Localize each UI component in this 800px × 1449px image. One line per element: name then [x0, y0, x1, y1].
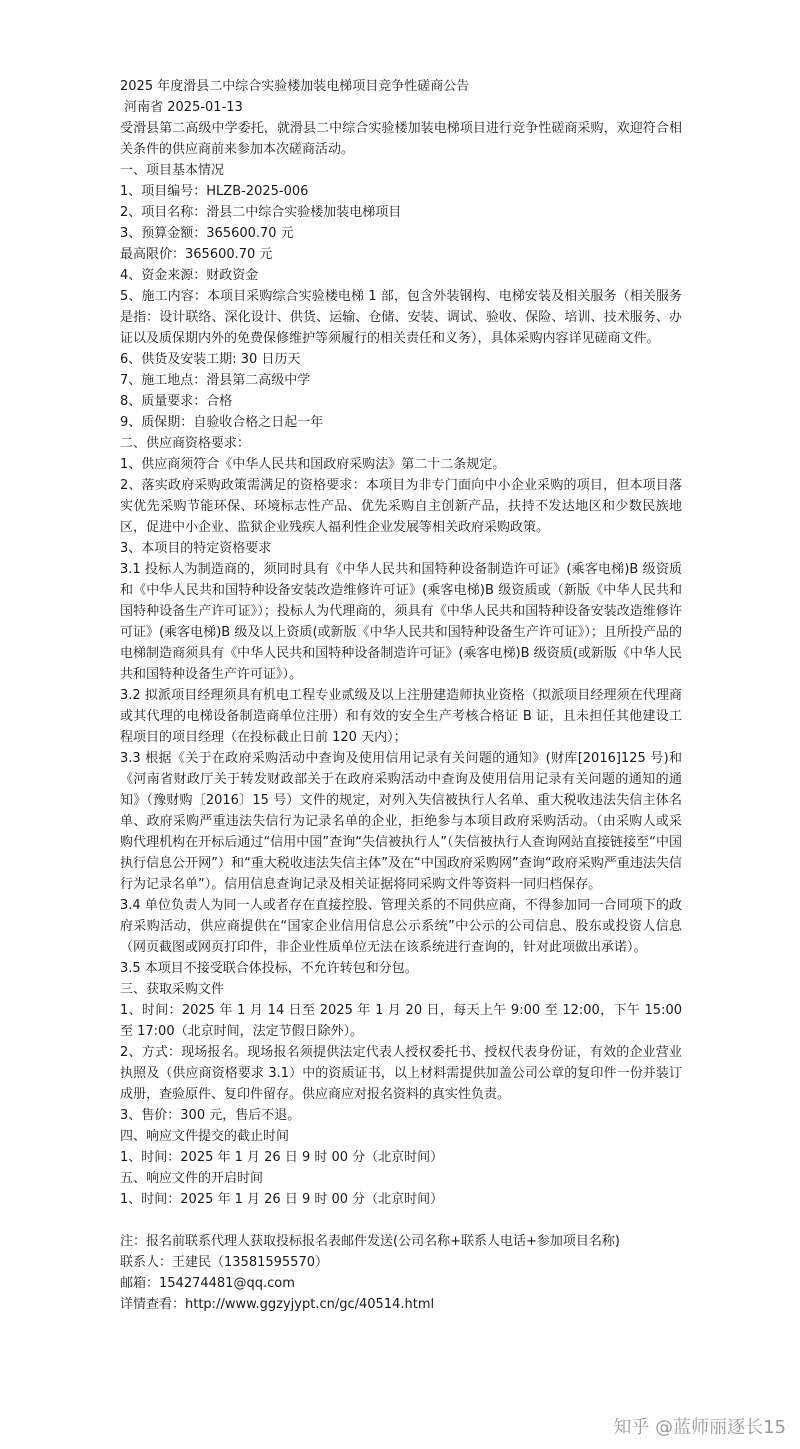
registration-note: 注：报名前联系代理人获取投标报名表邮件发送(公司名称+联系人电话+参加项目名称): [120, 1234, 620, 1249]
watermark: 知乎 @蓝师丽逐长15: [613, 1417, 786, 1438]
section-heading: 五、响应文件的开启时间: [120, 1171, 264, 1186]
project-name: 2、项目名称：滑县二中综合实验楼加装电梯项目: [120, 205, 402, 220]
qualification-item: 3、本项目的特定资格要求: [120, 541, 272, 556]
qualification-item: 3.2 拟派项目经理须具有机电工程专业贰级及以上注册建造师执业资格（拟派项目经理须在代理商或其代理的电梯设备制造商单位注册）和有效的安全生产考核合格证 B 证，且未担任其他建设工程项目的项目经理（在投标截止日前 120 天内）；: [120, 688, 682, 745]
construction-site: 7、施工地点：滑县第二高级中学: [120, 373, 311, 388]
qualification-item: 1、供应商须符合《中华人民共和国政府采购法》第二十二条规定。: [120, 457, 506, 472]
qualification-item: 3.4 单位负责人为同一人或者存在直接控股、管理关系的不同供应商，不得参加同一合同项下的政府采购活动，供应商提供在“国家企业信用信息公示系统”中公示的公司信息、股东或投资人信息（网页截图或网页打印件，非企业性质单位无法在该系统进行查询的，针对此项做出承诺）。: [120, 898, 682, 955]
email-address: 154274481@qq.com: [159, 1276, 295, 1291]
document-method: 2、方式：现场报名。现场报名须提供法定代表人授权委托书、授权代表身份证，有效的企业营业执照及（供应商资格要求 3.1）中的资质证书，以上材料需提供加盖公司公章的复印件一份并装订成册，查验原件、复印件留存。供应商应对报名资料的真实性负责。: [120, 1045, 682, 1102]
qualification-item: 3.5 本项目不接受联合体投标，不允许转包和分包。: [120, 961, 418, 976]
spacer: [120, 1210, 682, 1231]
budget-amount: 3、预算金额：365600.70 元: [120, 226, 294, 241]
email-line: [120, 1273, 682, 1294]
details-link[interactable]: 详情查看：http://www.ggzyjypt.cn/gc/40514.html: [120, 1297, 435, 1312]
project-number: 1、项目编号：HLZB-2025-006: [120, 184, 309, 199]
opening-time: 1、时间：2025 年 1 月 26 日 9 时 00 分（北京时间）: [120, 1192, 444, 1207]
qualification-item: 2、落实政府采购政策需满足的资格要求：本项目为非专门面向中小企业采购的项目，但本项目落实优先采购节能环保、环境标志性产品、优先采购自主创新产品，扶持不发达地区和少数民族地区，促进中小企业、监狱企业残疾人福利性企业发展等相关政府采购政策。: [120, 478, 682, 535]
max-price: 最高限价：365600.70 元: [120, 247, 273, 262]
section-heading: 三、获取采购文件: [120, 982, 225, 997]
location-date: 河南省 2025-01-13: [120, 100, 243, 115]
email-label: 邮箱：: [120, 1276, 160, 1291]
construction-content: 5、施工内容：本项目采购综合实验楼电梯 1 部，包含外装钢构、电梯安装及相关服务（相关服务是指：设计联络、深化设计、供货、运输、仓储、安装、调试、验收、保险、培训、技术服务、办证以及质保期内外的免费保修维护等须履行的相关责任和义务），具体采购内容详见磋商文件。: [120, 289, 682, 346]
funding-source: 4、资金来源：财政资金: [120, 268, 259, 283]
construction-period: 6、供货及安装工期: 30 日历天: [120, 352, 301, 367]
intro-paragraph: 受滑县第二高级中学委托，就滑县二中综合实验楼加装电梯项目进行竞争性磋商采购，欢迎符合相关条件的供应商前来参加本次磋商活动。: [120, 121, 682, 157]
notice-title: 2025 年度滑县二中综合实验楼加装电梯项目竞争性磋商公告: [120, 79, 470, 94]
qualification-item: 3.3 根据《关于在政府采购活动中查询及使用信用记录有关问题的通知》(财库[2016]125 号)和《河南省财政厅关于转发财政部关于在政府采购活动中查询及使用信用记录有关问题的通知的通知》（豫财购〔2016〕15 号）文件的规定，对列入失信被执行人名单、重大税收违法失信主体名单、政府采购严重违法失信行为记录名单的企业，拒绝参与本项目政府采购活动。（由采购人或采购代理机构在开标后通过“信用中国”查询“失信被执行人”（失信被执行人查询网站直接链接至“中国执行信息公开网”）和“重大税收违法失信主体”及在“中国政府采购网”查询“政府采购严重违法失信行为记录名单”）。信用信息查询记录及相关证据将同采购文件等资料一同归档保存。: [120, 751, 682, 892]
contact-person: 联系人：王建民（13581595570）: [120, 1255, 328, 1270]
qualification-item: 3.1 投标人为制造商的，须同时具有《中华人民共和国特种设备制造许可证》(乘客电梯)B 级资质和《中华人民共和国特种设备安装改造维修许可证》(乘客电梯)B 级资质或（新版《中华人民共和国特种设备生产许可证》）；投标人为代理商的，须具有《中华人民共和国特种设备安装改造维修许可证》(乘客电梯)B 级及以上资质(或新版《中华人民共和国特种设备生产许可证》）；且所投产品的电梯制造商须具有《中华人民共和国特种设备制造许可证》(乘客电梯)B 级资质(或新版《中华人民共和国特种设备生产许可证》）。: [120, 562, 682, 682]
section-heading: 四、响应文件提交的截止时间: [120, 1129, 290, 1144]
section-heading: 二、供应商资格要求：: [120, 436, 251, 451]
warranty-period: 9、质保期：自验收合格之日起一年: [120, 415, 324, 430]
quality-requirement: 8、质量要求：合格: [120, 394, 233, 409]
document-time: 1、时间：2025 年 1 月 14 日至 2025 年 1 月 20 日，每天上午 9:00 至 12:00，下午 15:00 至 17:00（北京时间，法定节假日除外）。: [120, 1003, 682, 1039]
procurement-notice: [120, 76, 682, 1315]
section-heading: 一、项目基本情况: [120, 163, 225, 178]
submission-deadline: 1、时间：2025 年 1 月 26 日 9 时 00 分（北京时间）: [120, 1150, 444, 1165]
document-price: 3、售价：300 元，售后不退。: [120, 1108, 301, 1123]
